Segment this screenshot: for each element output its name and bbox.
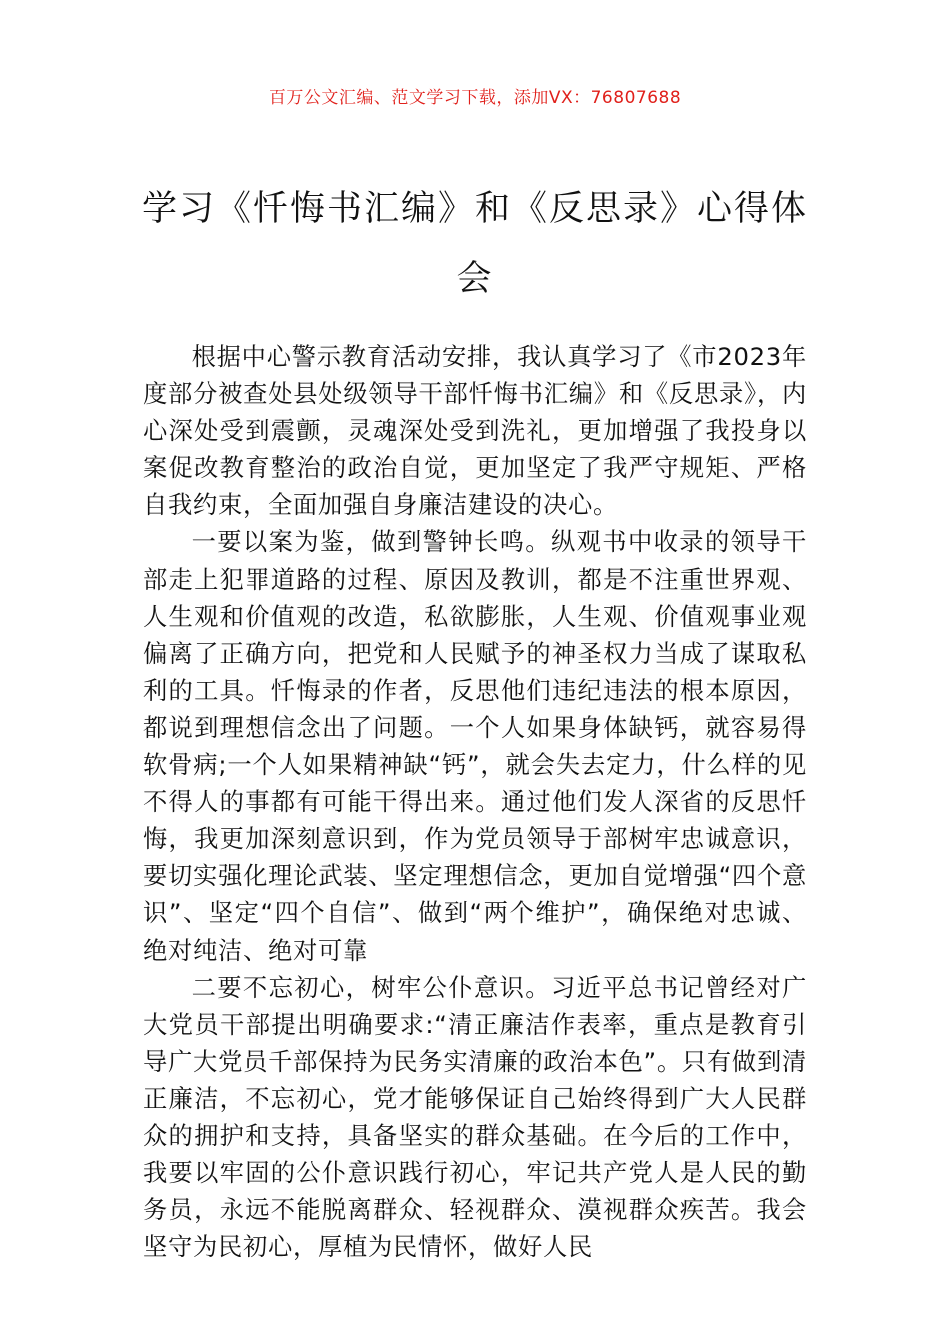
document-title: 学习《忏悔书汇编》和《反思录》心得体会 <box>141 189 808 299</box>
paragraph-intro: 根据中心警示教育活动安排，我认真学习了《市2023年度部分被查处县处级领导干部忏悔书汇编》和《反思录》，内心深处受到震颤，灵魂深处受到洗礼，更加增强了我投身以案促改教育整治的政治自觉，更加坚定了我严守规矩、严格自我约束，全面加强自身廉洁建设的决心。 <box>143 342 807 520</box>
document-body <box>143 338 807 1265</box>
paragraph-point-one: 一要以案为鉴，做到警钟长鸣。纵观书中收录的领导干部走上犯罪道路的过程、原因及教训，都是不注重世界观、人生观和价值观的改造，私欲膨胀，人生观、价值观事业观偏离了正确方向，把党和人民赋予的神圣权力当成了谋取私利的工具。忏悔录的作者，反思他们违纪违法的根本原因，都说到理想信念出了问题。一个人如果身体缺钙，就容易得软骨病;一个人如果精神缺“钙”，就会失去定力，什么样的见不得人的事都有可能干得出来。通过他们发人深省的反思忏悔，我更加深刻意识到，作为党员领导于部树牢忠诚意识，要切实强化理论武装、坚定理想信念，更加自觉增强“四个意识”、坚定“四个自信”、做到“两个维护”，确保绝对忠诚、绝对纯洁、绝对可靠 <box>143 527 807 965</box>
paragraph-point-two: 二要不忘初心，树牢公仆意识。习近平总书记曾经对广大党员干部提出明确要求:“清正廉洁作表率，重点是教育引导广大党员千部保持为民务实清廉的政治本色”。只有做到清正廉洁，不忘初心，党才能够保证自己始终得到广大人民群众的拥护和支持，具备坚实的群众基础。在今后的工作中，我要以牢固的公仆意识践行初心，牢记共产党人是人民的勤务员，永远不能脱离群众、轻视群众、漠视群众疾苦。我会坚守为民初心，厚植为民情怀，做好人民 <box>143 972 807 1262</box>
header-banner: 百万公文汇编、范文学习下载，添加VX：76807688 <box>268 88 682 108</box>
